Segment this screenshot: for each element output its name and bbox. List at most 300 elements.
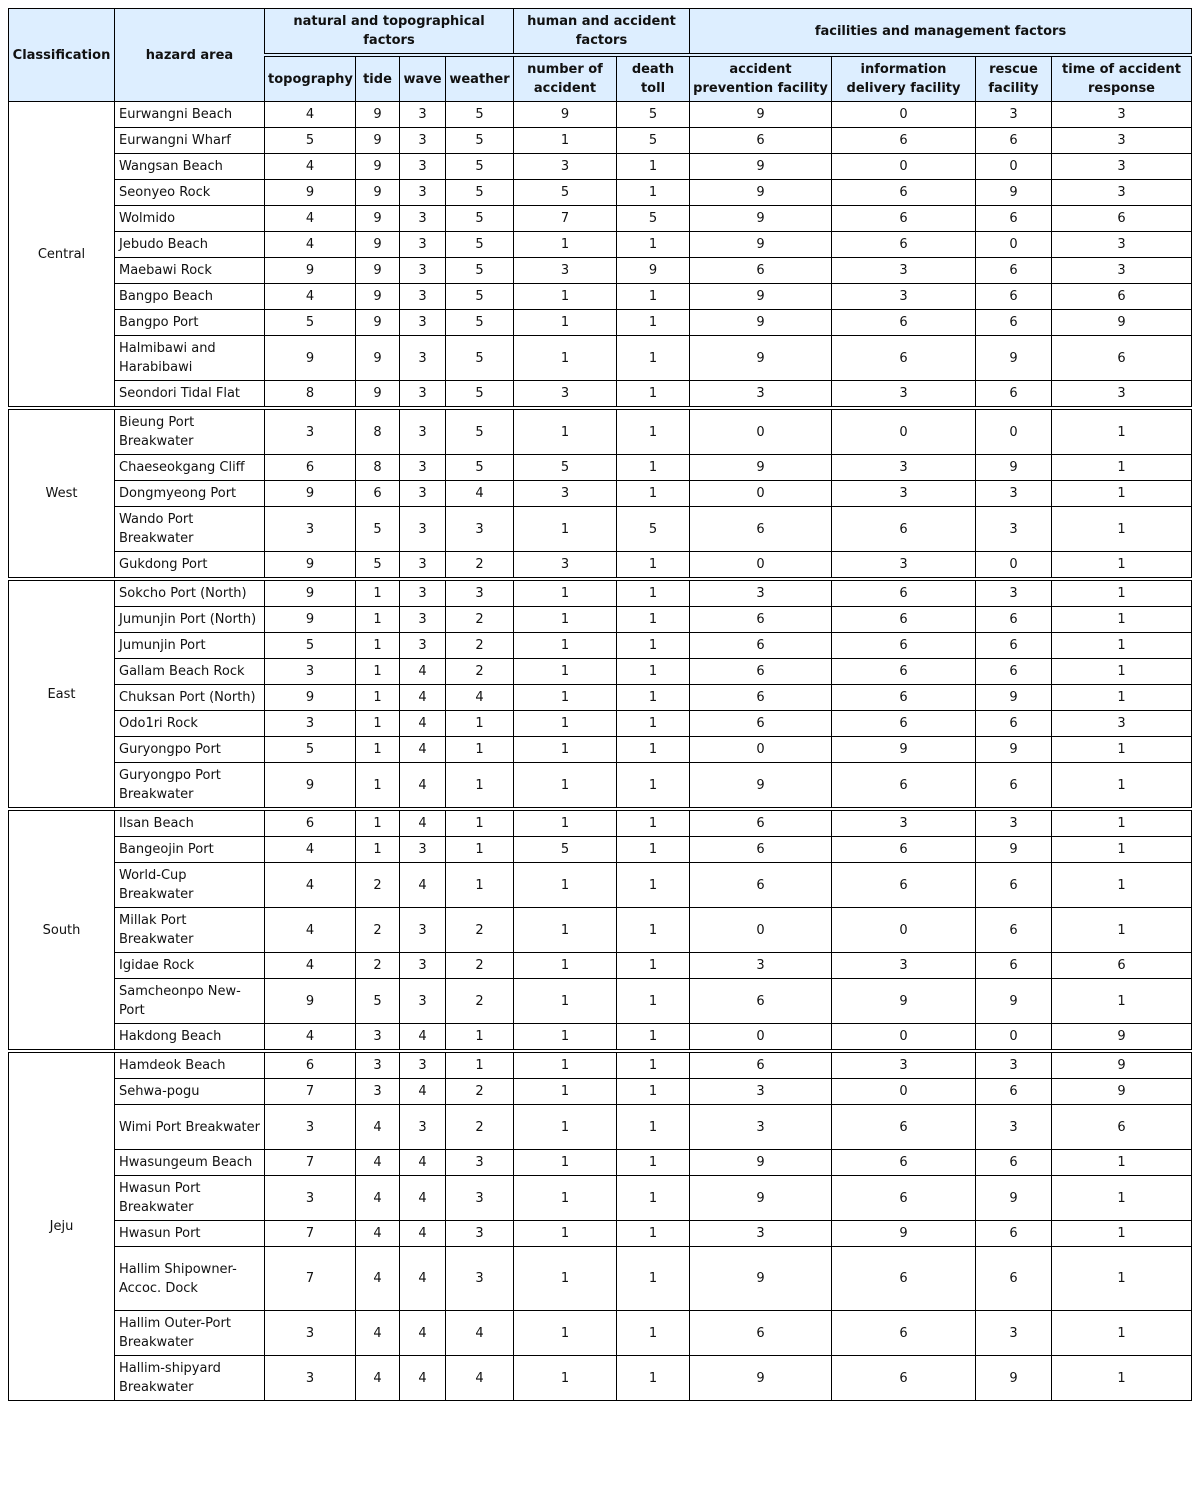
value-cell: 1 <box>1052 507 1192 552</box>
value-cell: 1 <box>617 711 690 737</box>
table-row <box>9 579 1192 607</box>
value-cell: 6 <box>976 953 1052 979</box>
value-cell: 1 <box>514 579 617 607</box>
value-cell: 1 <box>446 711 514 737</box>
value-cell: 6 <box>976 1079 1052 1105</box>
value-cell: 5 <box>446 310 514 336</box>
value-cell: 1 <box>1052 633 1192 659</box>
value-cell: 1 <box>1052 408 1192 455</box>
value-cell: 3 <box>690 1221 832 1247</box>
value-cell: 1 <box>514 507 617 552</box>
table-row <box>9 763 1192 810</box>
table-row <box>9 1176 1192 1221</box>
classification-header: Classification <box>9 9 115 102</box>
classification-cell: West <box>9 408 115 579</box>
value-cell: 6 <box>832 711 976 737</box>
value-cell: 1 <box>617 1150 690 1176</box>
value-cell: 0 <box>976 408 1052 455</box>
hazard-area-cell: Bangpo Beach <box>115 284 265 310</box>
value-cell: 6 <box>832 507 976 552</box>
value-cell: 6 <box>832 1356 976 1401</box>
value-cell: 1 <box>514 128 617 154</box>
value-cell: 6 <box>832 763 976 810</box>
value-cell: 1 <box>514 408 617 455</box>
value-cell: 9 <box>1052 1079 1192 1105</box>
table-row <box>9 1311 1192 1356</box>
hazard-area-cell: Ilsan Beach <box>115 809 265 837</box>
value-cell: 4 <box>400 1356 446 1401</box>
value-cell: 4 <box>446 1356 514 1401</box>
value-cell: 3 <box>400 206 446 232</box>
value-cell: 1 <box>514 979 617 1024</box>
value-cell: 9 <box>832 737 976 763</box>
value-cell: 3 <box>400 481 446 507</box>
value-cell: 2 <box>446 1105 514 1150</box>
value-cell: 1 <box>514 1105 617 1150</box>
value-cell: 6 <box>1052 953 1192 979</box>
value-cell: 5 <box>446 381 514 409</box>
value-cell: 6 <box>976 128 1052 154</box>
column-header: accident prevention facility <box>690 55 832 102</box>
value-cell: 3 <box>1052 381 1192 409</box>
value-cell: 7 <box>265 1221 356 1247</box>
value-cell: 9 <box>1052 310 1192 336</box>
value-cell: 8 <box>265 381 356 409</box>
value-cell: 6 <box>265 455 356 481</box>
value-cell: 2 <box>446 908 514 953</box>
value-cell: 9 <box>356 284 400 310</box>
table-row <box>9 310 1192 336</box>
column-header: wave <box>400 55 446 102</box>
value-cell: 9 <box>976 685 1052 711</box>
value-cell: 1 <box>514 659 617 685</box>
classification-cell: Jeju <box>9 1051 115 1401</box>
value-cell: 4 <box>400 1221 446 1247</box>
value-cell: 6 <box>690 809 832 837</box>
value-cell: 1 <box>514 1150 617 1176</box>
value-cell: 3 <box>976 481 1052 507</box>
value-cell: 9 <box>356 128 400 154</box>
hazard-area-cell: Jumunjin Port <box>115 633 265 659</box>
table-row <box>9 128 1192 154</box>
value-cell: 3 <box>1052 180 1192 206</box>
value-cell: 1 <box>617 763 690 810</box>
value-cell: 0 <box>690 1024 832 1052</box>
value-cell: 4 <box>265 837 356 863</box>
value-cell: 6 <box>976 1247 1052 1311</box>
value-cell: 1 <box>1052 579 1192 607</box>
table-row <box>9 154 1192 180</box>
value-cell: 5 <box>617 128 690 154</box>
value-cell: 1 <box>446 809 514 837</box>
value-cell: 5 <box>356 552 400 580</box>
value-cell: 6 <box>690 837 832 863</box>
hazard-area-cell: Chaeseokgang Cliff <box>115 455 265 481</box>
value-cell: 4 <box>400 1176 446 1221</box>
value-cell: 1 <box>514 1176 617 1221</box>
value-cell: 1 <box>617 552 690 580</box>
value-cell: 1 <box>617 455 690 481</box>
hazard-factor-table <box>8 8 1192 1401</box>
value-cell: 4 <box>265 863 356 908</box>
column-header: death toll <box>617 55 690 102</box>
value-cell: 3 <box>514 381 617 409</box>
value-cell: 6 <box>690 863 832 908</box>
value-cell: 6 <box>1052 1105 1192 1150</box>
value-cell: 0 <box>976 1024 1052 1052</box>
value-cell: 6 <box>690 1051 832 1079</box>
value-cell: 1 <box>356 763 400 810</box>
value-cell: 4 <box>265 908 356 953</box>
value-cell: 2 <box>446 979 514 1024</box>
hazard-area-cell: Hallim Outer-Port Breakwater <box>115 1311 265 1356</box>
value-cell: 3 <box>1052 102 1192 128</box>
value-cell: 1 <box>617 310 690 336</box>
table-row <box>9 1079 1192 1105</box>
column-header: information delivery facility <box>832 55 976 102</box>
value-cell: 1 <box>1052 1356 1192 1401</box>
value-cell: 9 <box>690 1247 832 1311</box>
value-cell: 9 <box>265 685 356 711</box>
value-cell: 1 <box>617 1051 690 1079</box>
value-cell: 5 <box>514 180 617 206</box>
value-cell: 1 <box>617 232 690 258</box>
value-cell: 6 <box>976 659 1052 685</box>
table-row <box>9 455 1192 481</box>
value-cell: 3 <box>446 1247 514 1311</box>
value-cell: 6 <box>832 206 976 232</box>
value-cell: 6 <box>832 659 976 685</box>
value-cell: 3 <box>514 481 617 507</box>
value-cell: 9 <box>976 1176 1052 1221</box>
table-row <box>9 837 1192 863</box>
value-cell: 5 <box>617 507 690 552</box>
value-cell: 1 <box>356 579 400 607</box>
table-row <box>9 737 1192 763</box>
hazard-area-cell: Wangsan Beach <box>115 154 265 180</box>
classification-cell: South <box>9 809 115 1051</box>
table-row <box>9 1356 1192 1401</box>
column-header: number of accident <box>514 55 617 102</box>
value-cell: 1 <box>1052 1247 1192 1311</box>
value-cell: 4 <box>400 863 446 908</box>
value-cell: 1 <box>514 863 617 908</box>
value-cell: 5 <box>617 206 690 232</box>
value-cell: 9 <box>690 284 832 310</box>
value-cell: 3 <box>976 507 1052 552</box>
value-cell: 3 <box>832 381 976 409</box>
value-cell: 3 <box>976 1105 1052 1150</box>
value-cell: 3 <box>400 837 446 863</box>
value-cell: 4 <box>265 154 356 180</box>
value-cell: 8 <box>356 455 400 481</box>
value-cell: 9 <box>976 979 1052 1024</box>
value-cell: 9 <box>265 579 356 607</box>
value-cell: 3 <box>832 284 976 310</box>
value-cell: 1 <box>617 607 690 633</box>
value-cell: 0 <box>832 1024 976 1052</box>
value-cell: 6 <box>690 128 832 154</box>
value-cell: 4 <box>446 1311 514 1356</box>
value-cell: 3 <box>446 507 514 552</box>
value-cell: 1 <box>1052 763 1192 810</box>
hazard-area-cell: Hallim-shipyard Breakwater <box>115 1356 265 1401</box>
value-cell: 6 <box>832 128 976 154</box>
value-cell: 1 <box>356 809 400 837</box>
value-cell: 5 <box>446 455 514 481</box>
value-cell: 1 <box>514 908 617 953</box>
value-cell: 6 <box>832 1311 976 1356</box>
value-cell: 6 <box>832 232 976 258</box>
value-cell: 9 <box>356 154 400 180</box>
value-cell: 7 <box>265 1079 356 1105</box>
value-cell: 6 <box>1052 206 1192 232</box>
value-cell: 4 <box>265 1024 356 1052</box>
value-cell: 1 <box>1052 685 1192 711</box>
value-cell: 1 <box>617 1105 690 1150</box>
table-row <box>9 1221 1192 1247</box>
value-cell: 1 <box>356 837 400 863</box>
value-cell: 1 <box>514 809 617 837</box>
value-cell: 1 <box>514 711 617 737</box>
hazard-area-cell: Bieung Port Breakwater <box>115 408 265 455</box>
value-cell: 1 <box>446 763 514 810</box>
value-cell: 9 <box>832 979 976 1024</box>
table-row <box>9 908 1192 953</box>
table-row <box>9 633 1192 659</box>
value-cell: 1 <box>617 284 690 310</box>
value-cell: 3 <box>514 552 617 580</box>
value-cell: 0 <box>690 481 832 507</box>
value-cell: 9 <box>690 455 832 481</box>
value-cell: 1 <box>1052 1150 1192 1176</box>
value-cell: 1 <box>446 863 514 908</box>
hazard-area-header: hazard area <box>115 9 265 102</box>
value-cell: 1 <box>356 633 400 659</box>
value-cell: 0 <box>832 908 976 953</box>
value-cell: 3 <box>400 232 446 258</box>
value-cell: 2 <box>446 552 514 580</box>
value-cell: 9 <box>265 258 356 284</box>
value-cell: 1 <box>1052 863 1192 908</box>
value-cell: 1 <box>514 953 617 979</box>
value-cell: 0 <box>690 737 832 763</box>
value-cell: 3 <box>265 1356 356 1401</box>
value-cell: 5 <box>446 180 514 206</box>
hazard-area-cell: Gallam Beach Rock <box>115 659 265 685</box>
value-cell: 5 <box>265 737 356 763</box>
hazard-area-cell: Sehwa-pogu <box>115 1079 265 1105</box>
value-cell: 6 <box>832 685 976 711</box>
value-cell: 6 <box>976 1150 1052 1176</box>
value-cell: 7 <box>514 206 617 232</box>
hazard-area-cell: Samcheonpo New-Port <box>115 979 265 1024</box>
value-cell: 5 <box>446 336 514 381</box>
value-cell: 3 <box>1052 711 1192 737</box>
table-row <box>9 102 1192 128</box>
value-cell: 1 <box>617 1079 690 1105</box>
value-cell: 1 <box>617 633 690 659</box>
value-cell: 4 <box>356 1356 400 1401</box>
hazard-area-cell: Bangeojin Port <box>115 837 265 863</box>
column-header: weather <box>446 55 514 102</box>
value-cell: 9 <box>356 232 400 258</box>
value-cell: 9 <box>356 310 400 336</box>
value-cell: 3 <box>265 1311 356 1356</box>
value-cell: 6 <box>690 659 832 685</box>
value-cell: 1 <box>617 809 690 837</box>
value-cell: 9 <box>265 552 356 580</box>
value-cell: 1 <box>617 737 690 763</box>
hazard-area-cell: Jebudo Beach <box>115 232 265 258</box>
value-cell: 1 <box>617 837 690 863</box>
value-cell: 3 <box>400 1051 446 1079</box>
value-cell: 5 <box>446 258 514 284</box>
value-cell: 3 <box>832 455 976 481</box>
value-cell: 3 <box>976 809 1052 837</box>
value-cell: 3 <box>400 258 446 284</box>
value-cell: 6 <box>265 1051 356 1079</box>
value-cell: 3 <box>832 1051 976 1079</box>
value-cell: 1 <box>514 310 617 336</box>
hazard-area-cell: Hamdeok Beach <box>115 1051 265 1079</box>
value-cell: 1 <box>1052 481 1192 507</box>
value-cell: 4 <box>400 1247 446 1311</box>
value-cell: 9 <box>356 102 400 128</box>
value-cell: 4 <box>400 809 446 837</box>
value-cell: 1 <box>617 481 690 507</box>
value-cell: 6 <box>976 310 1052 336</box>
value-cell: 1 <box>514 685 617 711</box>
hazard-area-cell: Sokcho Port (North) <box>115 579 265 607</box>
value-cell: 1 <box>617 1247 690 1311</box>
value-cell: 0 <box>832 1079 976 1105</box>
value-cell: 3 <box>400 284 446 310</box>
hazard-area-cell: Wando Port Breakwater <box>115 507 265 552</box>
value-cell: 6 <box>690 607 832 633</box>
value-cell: 3 <box>265 1176 356 1221</box>
table-row <box>9 507 1192 552</box>
value-cell: 0 <box>976 552 1052 580</box>
value-cell: 4 <box>400 737 446 763</box>
value-cell: 1 <box>617 979 690 1024</box>
hazard-area-cell: Maebawi Rock <box>115 258 265 284</box>
value-cell: 4 <box>446 481 514 507</box>
value-cell: 4 <box>265 953 356 979</box>
value-cell: 6 <box>690 711 832 737</box>
hazard-area-cell: Jumunjin Port (North) <box>115 607 265 633</box>
value-cell: 1 <box>1052 455 1192 481</box>
table-row <box>9 336 1192 381</box>
table-body <box>9 102 1192 1401</box>
value-cell: 0 <box>690 552 832 580</box>
value-cell: 1 <box>617 659 690 685</box>
value-cell: 9 <box>976 737 1052 763</box>
table-row <box>9 979 1192 1024</box>
value-cell: 1 <box>617 154 690 180</box>
value-cell: 1 <box>1052 552 1192 580</box>
hazard-area-cell: Hakdong Beach <box>115 1024 265 1052</box>
value-cell: 4 <box>400 1079 446 1105</box>
value-cell: 2 <box>356 863 400 908</box>
value-cell: 6 <box>690 507 832 552</box>
value-cell: 0 <box>976 232 1052 258</box>
value-cell: 9 <box>690 310 832 336</box>
value-cell: 1 <box>617 408 690 455</box>
value-cell: 3 <box>446 579 514 607</box>
value-cell: 6 <box>832 310 976 336</box>
hazard-area-cell: Hwasun Port <box>115 1221 265 1247</box>
table-row <box>9 1105 1192 1150</box>
value-cell: 5 <box>446 102 514 128</box>
value-cell: 3 <box>400 455 446 481</box>
value-cell: 3 <box>832 953 976 979</box>
value-cell: 7 <box>265 1247 356 1311</box>
value-cell: 3 <box>400 507 446 552</box>
value-cell: 6 <box>976 381 1052 409</box>
table-row <box>9 1051 1192 1079</box>
value-cell: 6 <box>976 633 1052 659</box>
value-cell: 2 <box>356 953 400 979</box>
value-cell: 9 <box>265 763 356 810</box>
value-cell: 1 <box>1052 908 1192 953</box>
value-cell: 3 <box>400 180 446 206</box>
hazard-area-cell: Eurwangni Beach <box>115 102 265 128</box>
value-cell: 3 <box>976 102 1052 128</box>
value-cell: 5 <box>265 633 356 659</box>
value-cell: 5 <box>446 408 514 455</box>
table-row <box>9 659 1192 685</box>
value-cell: 4 <box>356 1176 400 1221</box>
value-cell: 5 <box>265 310 356 336</box>
value-cell: 4 <box>265 206 356 232</box>
value-cell: 4 <box>400 1150 446 1176</box>
value-cell: 6 <box>832 863 976 908</box>
value-cell: 9 <box>690 1356 832 1401</box>
value-cell: 0 <box>690 908 832 953</box>
value-cell: 1 <box>1052 1221 1192 1247</box>
value-cell: 1 <box>617 381 690 409</box>
value-cell: 1 <box>617 579 690 607</box>
value-cell: 4 <box>446 685 514 711</box>
value-cell: 9 <box>690 206 832 232</box>
value-cell: 1 <box>514 1311 617 1356</box>
hazard-area-cell: Gukdong Port <box>115 552 265 580</box>
value-cell: 3 <box>356 1079 400 1105</box>
value-cell: 3 <box>1052 258 1192 284</box>
value-cell: 5 <box>514 455 617 481</box>
value-cell: 9 <box>617 258 690 284</box>
value-cell: 3 <box>265 507 356 552</box>
value-cell: 1 <box>1052 1311 1192 1356</box>
hazard-area-cell: Halmibawi and Harabibawi <box>115 336 265 381</box>
column-header: tide <box>356 55 400 102</box>
value-cell: 9 <box>514 102 617 128</box>
table-row <box>9 711 1192 737</box>
table-row <box>9 258 1192 284</box>
value-cell: 0 <box>832 408 976 455</box>
classification-cell: East <box>9 579 115 809</box>
value-cell: 3 <box>832 552 976 580</box>
value-cell: 1 <box>1052 1176 1192 1221</box>
value-cell: 1 <box>617 685 690 711</box>
value-cell: 1 <box>446 837 514 863</box>
value-cell: 3 <box>400 579 446 607</box>
value-cell: 3 <box>400 953 446 979</box>
value-cell: 1 <box>1052 737 1192 763</box>
value-cell: 9 <box>690 1150 832 1176</box>
value-cell: 0 <box>976 154 1052 180</box>
